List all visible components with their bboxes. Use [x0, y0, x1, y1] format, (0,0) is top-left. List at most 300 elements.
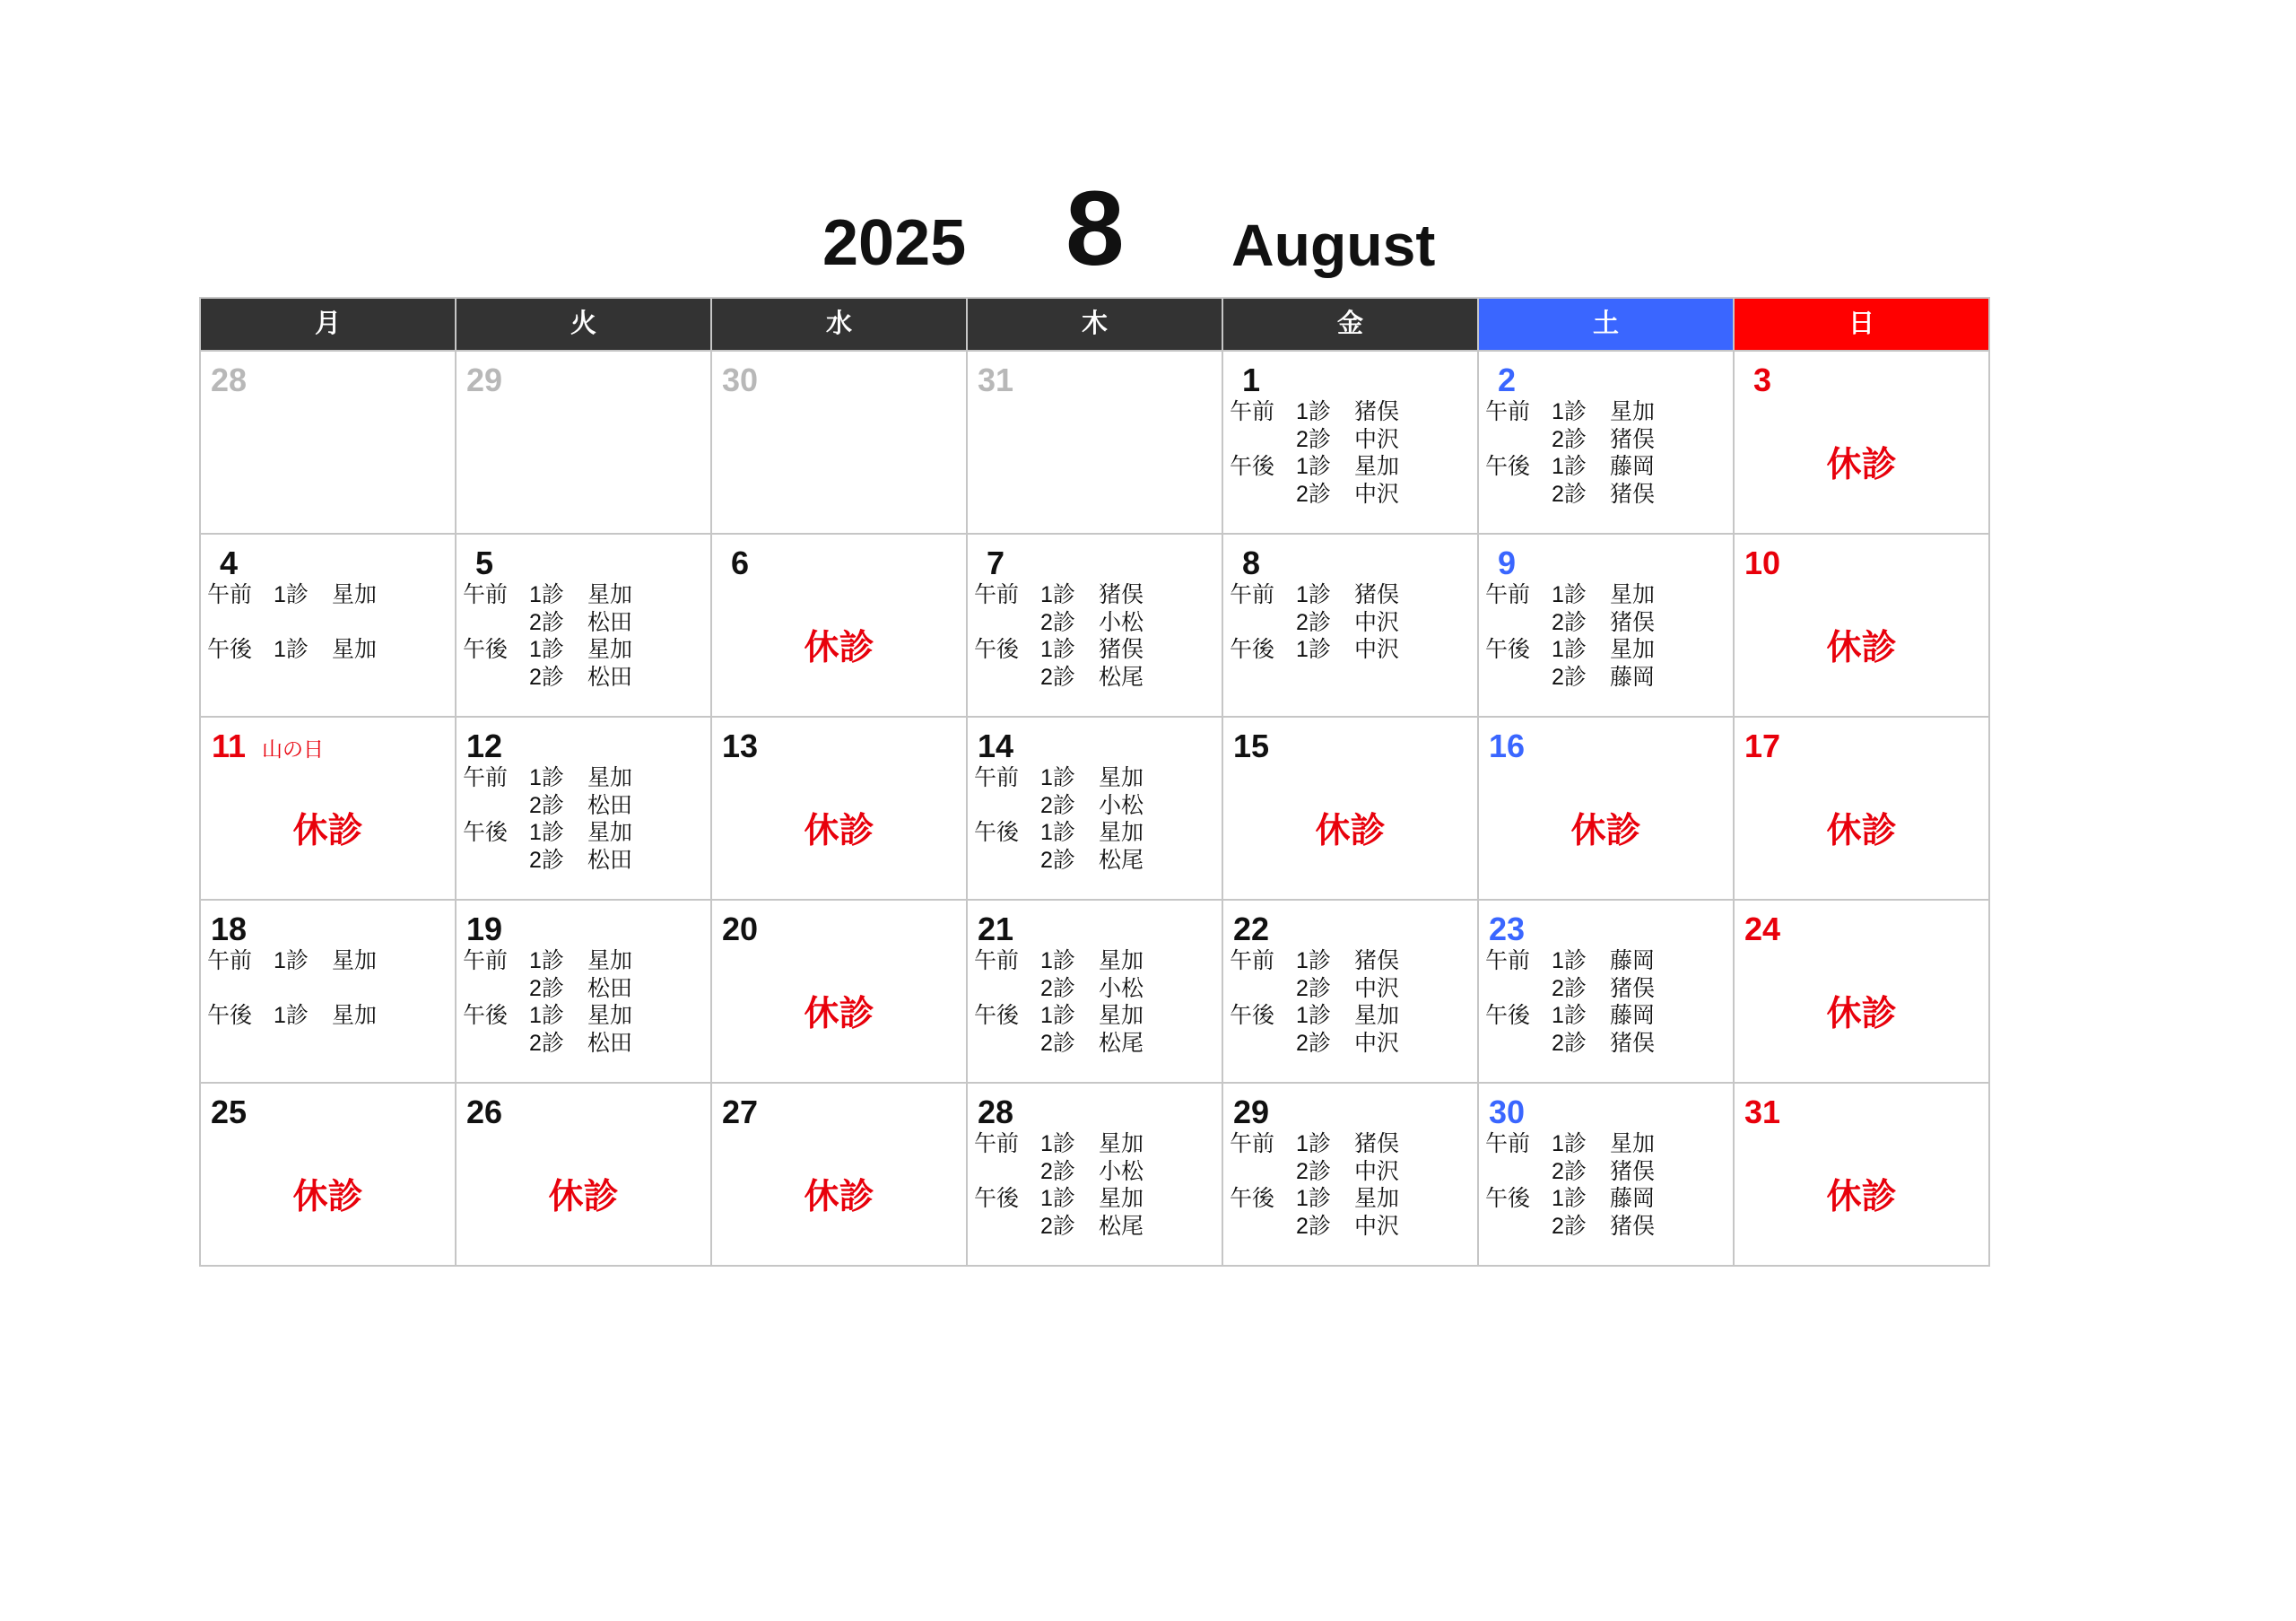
afternoon-schedule [463, 819, 710, 874]
room-label: 2診 [1552, 1213, 1587, 1239]
schedule-line [463, 1030, 710, 1058]
doctor-name: 小松 [1099, 1158, 1144, 1184]
afternoon-schedule [463, 1002, 710, 1057]
doctor-name: 星加 [1354, 1186, 1400, 1211]
doctor-name: 中沢 [1354, 1158, 1400, 1184]
afternoon-schedule [1230, 1185, 1477, 1240]
room-label: 2診 [1552, 664, 1587, 690]
period-label: 午後 [207, 637, 253, 662]
doctor-name: 藤岡 [1610, 1003, 1656, 1028]
schedule [1230, 398, 1477, 508]
schedule [974, 1130, 1222, 1240]
schedule-line [1485, 664, 1733, 692]
day-cell [712, 901, 968, 1084]
room-label: 1診 [1296, 399, 1331, 424]
schedule-line [1485, 1002, 1733, 1030]
schedule [207, 581, 455, 664]
schedule-line [1230, 609, 1477, 637]
day-cell [457, 535, 712, 718]
doctor-name: 松田 [587, 1030, 633, 1056]
weekday-header-thu: 木 [968, 299, 1223, 352]
afternoon-schedule [1485, 1185, 1733, 1240]
schedule-line [1230, 636, 1477, 664]
day-number: 27 [721, 1094, 759, 1130]
day-number: 17 [1744, 728, 1781, 764]
period-label: 午前 [1230, 948, 1275, 973]
schedule [207, 947, 455, 1030]
room-label: 1診 [1552, 454, 1587, 479]
schedule-line [463, 581, 710, 609]
room-label: 2診 [1552, 426, 1587, 452]
day-cell [1479, 901, 1735, 1084]
room-label: 2診 [1040, 664, 1075, 690]
room-label: 1診 [274, 582, 309, 607]
schedule-line [1485, 581, 1733, 609]
doctor-name: 中沢 [1354, 609, 1400, 635]
schedule [1230, 947, 1477, 1057]
schedule-line [1485, 609, 1733, 637]
period-label: 午後 [463, 1003, 509, 1028]
room-label: 1診 [1296, 1186, 1331, 1211]
doctor-name: 星加 [587, 820, 633, 845]
morning-schedule [1230, 1130, 1477, 1185]
closed-label: 休診 [548, 1178, 619, 1216]
day-number: 14 [977, 728, 1014, 764]
doctor-name: 松田 [587, 847, 633, 873]
closed-label: 休診 [804, 1178, 874, 1216]
doctor-name: 猪俣 [1610, 609, 1656, 635]
period-label: 午前 [974, 1131, 1020, 1156]
period-label: 午前 [1230, 1131, 1275, 1156]
schedule-line [1230, 947, 1477, 975]
weekday-header-sun: 日 [1735, 299, 1990, 352]
schedule-line [974, 664, 1222, 692]
schedule-line [1485, 1185, 1733, 1213]
schedule-line [1230, 426, 1477, 454]
period-label: 午後 [1485, 637, 1531, 662]
day-cell [968, 352, 1223, 535]
day-cell [201, 718, 457, 901]
period-label: 午後 [1485, 1186, 1531, 1211]
day-number: 16 [1488, 728, 1526, 764]
morning-schedule [1230, 398, 1477, 453]
day-number: 9 [1497, 545, 1517, 581]
day-cell [712, 1084, 968, 1267]
day-number: 28 [977, 1094, 1014, 1130]
morning-schedule [463, 764, 710, 819]
day-cell [201, 352, 457, 535]
day-number: 26 [465, 1094, 503, 1130]
doctor-name: 藤岡 [1610, 454, 1656, 479]
schedule-line [1485, 481, 1733, 509]
period-label: 午後 [207, 1003, 253, 1028]
day-cell [1735, 901, 1990, 1084]
room-label: 1診 [1040, 1186, 1075, 1211]
weekday-header-sat: 土 [1479, 299, 1735, 352]
schedule-line [1485, 398, 1733, 426]
weekday-header-fri: 金 [1223, 299, 1479, 352]
morning-schedule [207, 947, 455, 1002]
room-label: 1診 [1296, 637, 1331, 662]
room-label: 2診 [529, 847, 564, 873]
schedule-line [974, 947, 1222, 975]
room-label: 1診 [1552, 582, 1587, 607]
schedule [1485, 947, 1733, 1057]
day-cell [1223, 352, 1479, 535]
period-label: 午前 [463, 582, 509, 607]
schedule [1485, 581, 1733, 691]
schedule-line [1485, 1030, 1733, 1058]
doctor-name: 星加 [587, 948, 633, 973]
doctor-name: 松尾 [1099, 1213, 1144, 1239]
doctor-name: 星加 [587, 582, 633, 607]
weekday-header-tue: 火 [457, 299, 712, 352]
schedule-line [1485, 1158, 1733, 1186]
day-number: 20 [721, 911, 759, 947]
doctor-name: 星加 [1099, 765, 1144, 790]
room-label: 1診 [529, 765, 564, 790]
schedule-line [974, 1030, 1222, 1058]
doctor-name: 中沢 [1354, 637, 1400, 662]
room-label: 1診 [1552, 637, 1587, 662]
schedule-line [463, 947, 710, 975]
room-label: 1診 [1296, 1003, 1331, 1028]
room-label: 1診 [1040, 1003, 1075, 1028]
room-label: 2診 [1552, 1030, 1587, 1056]
day-cell [968, 718, 1223, 901]
closed-label: 休診 [292, 812, 363, 850]
doctor-name: 星加 [1099, 1003, 1144, 1028]
morning-schedule [1230, 947, 1477, 1002]
day-number: 12 [465, 728, 503, 764]
room-label: 2診 [1040, 792, 1075, 818]
schedule-line [1485, 426, 1733, 454]
day-cell [1223, 1084, 1479, 1267]
period-label: 午後 [974, 1003, 1020, 1028]
calendar-grid [199, 297, 1990, 1267]
schedule-line [207, 1002, 455, 1030]
period-label: 午後 [974, 1186, 1020, 1211]
room-label: 1診 [274, 637, 309, 662]
room-label: 1診 [1296, 582, 1331, 607]
doctor-name: 小松 [1099, 792, 1144, 818]
morning-schedule [207, 581, 455, 636]
day-number: 2 [1497, 362, 1517, 398]
schedule [463, 764, 710, 874]
day-number: 11 [211, 728, 247, 764]
room-label: 2診 [1552, 1158, 1587, 1184]
doctor-name: 星加 [1099, 1131, 1144, 1156]
day-number: 28 [210, 362, 248, 398]
schedule-line [1230, 398, 1477, 426]
doctor-name: 猪俣 [1099, 582, 1144, 607]
closed-label: 休診 [804, 629, 874, 667]
schedule-line [974, 1185, 1222, 1213]
doctor-name: 星加 [1354, 454, 1400, 479]
room-label: 2診 [1296, 1030, 1331, 1056]
day-cell [1479, 352, 1735, 535]
schedule-line [1230, 453, 1477, 481]
schedule [463, 947, 710, 1057]
closed-label: 休診 [1826, 812, 1897, 850]
schedule-line [463, 609, 710, 637]
day-cell [712, 535, 968, 718]
doctor-name: 星加 [332, 948, 378, 973]
doctor-name: 松田 [587, 664, 633, 690]
room-label: 1診 [1552, 1186, 1587, 1211]
room-label: 2診 [1552, 481, 1587, 507]
room-label: 2診 [1552, 609, 1587, 635]
day-cell [968, 535, 1223, 718]
room-label: 1診 [529, 948, 564, 973]
schedule-line [1230, 975, 1477, 1003]
room-label: 1診 [1296, 1131, 1331, 1156]
schedule-line [463, 819, 710, 847]
day-number: 3 [1752, 362, 1772, 398]
schedule-line [1485, 1130, 1733, 1158]
day-number: 22 [1232, 911, 1270, 947]
room-label: 1診 [1040, 765, 1075, 790]
room-label: 1診 [1296, 454, 1331, 479]
schedule-line [207, 581, 455, 609]
afternoon-schedule [974, 1185, 1222, 1240]
schedule-line [1485, 975, 1733, 1003]
day-number: 31 [1744, 1094, 1781, 1130]
period-label: 午後 [463, 637, 509, 662]
room-label: 2診 [529, 1030, 564, 1056]
schedule-line [1230, 1158, 1477, 1186]
room-label: 1診 [529, 1003, 564, 1028]
period-label: 午前 [974, 582, 1020, 607]
day-number: 21 [977, 911, 1014, 947]
day-number: 23 [1488, 911, 1526, 947]
day-number: 8 [1241, 545, 1261, 581]
schedule-line [974, 636, 1222, 664]
doctor-name: 松尾 [1099, 847, 1144, 873]
doctor-name: 星加 [1354, 1003, 1400, 1028]
day-number: 6 [730, 545, 750, 581]
doctor-name: 星加 [1610, 637, 1656, 662]
doctor-name: 猪俣 [1354, 948, 1400, 973]
afternoon-schedule [1230, 453, 1477, 508]
doctor-name: 星加 [332, 1003, 378, 1028]
schedule-line [974, 819, 1222, 847]
day-number: 24 [1744, 911, 1781, 947]
doctor-name: 星加 [332, 637, 378, 662]
day-cell [457, 352, 712, 535]
schedule-line [974, 975, 1222, 1003]
room-label: 1診 [1040, 637, 1075, 662]
morning-schedule [974, 947, 1222, 1002]
closed-label: 休診 [1826, 1178, 1897, 1216]
schedule-line [1230, 1030, 1477, 1058]
doctor-name: 星加 [1099, 820, 1144, 845]
room-label: 2診 [1040, 847, 1075, 873]
schedule-line [974, 1158, 1222, 1186]
room-label: 1診 [529, 582, 564, 607]
schedule-line [974, 1213, 1222, 1241]
day-cell [968, 901, 1223, 1084]
day-number: 19 [465, 911, 503, 947]
schedule-line [974, 764, 1222, 792]
schedule-line [1485, 947, 1733, 975]
schedule-line [1230, 1130, 1477, 1158]
schedule [463, 581, 710, 691]
doctor-name: 小松 [1099, 975, 1144, 1001]
doctor-name: 星加 [587, 765, 633, 790]
afternoon-schedule [1230, 1002, 1477, 1057]
room-label: 2診 [529, 609, 564, 635]
afternoon-schedule [974, 636, 1222, 691]
doctor-name: 藤岡 [1610, 948, 1656, 973]
period-label: 午前 [207, 582, 253, 607]
schedule-line [1230, 481, 1477, 509]
weekday-header-mon: 月 [201, 299, 457, 352]
schedule-line [1230, 1002, 1477, 1030]
schedule-line [1230, 1213, 1477, 1241]
schedule-line [463, 792, 710, 820]
doctor-name: 猪俣 [1354, 399, 1400, 424]
schedule-line [1485, 453, 1733, 481]
room-label: 2診 [1296, 1213, 1331, 1239]
weekday-header-wed: 水 [712, 299, 968, 352]
closed-label: 休診 [1826, 995, 1897, 1033]
room-label: 1診 [529, 637, 564, 662]
doctor-name: 中沢 [1354, 1213, 1400, 1239]
day-number: 31 [977, 362, 1014, 398]
day-number: 29 [465, 362, 503, 398]
room-label: 2診 [529, 975, 564, 1001]
day-cell [1735, 535, 1990, 718]
doctor-name: 星加 [1610, 1131, 1656, 1156]
period-label: 午後 [463, 820, 509, 845]
doctor-name: 藤岡 [1610, 664, 1656, 690]
schedule-line [974, 847, 1222, 875]
morning-schedule [1485, 581, 1733, 636]
schedule-line [463, 1002, 710, 1030]
doctor-name: 猪俣 [1610, 1030, 1656, 1056]
room-label: 1診 [274, 948, 309, 973]
room-label: 1診 [1552, 399, 1587, 424]
schedule-line [974, 581, 1222, 609]
closed-label: 休診 [1315, 812, 1386, 850]
room-label: 2診 [1552, 975, 1587, 1001]
schedule [1230, 581, 1477, 664]
period-label: 午後 [1230, 1003, 1275, 1028]
day-cell [457, 718, 712, 901]
period-label: 午後 [1485, 454, 1531, 479]
doctor-name: 松田 [587, 792, 633, 818]
title-year: 2025 [822, 207, 967, 279]
holiday-name: 山の日 [262, 737, 324, 761]
room-label: 1診 [1040, 1131, 1075, 1156]
schedule-line [974, 1002, 1222, 1030]
doctor-name: 中沢 [1354, 1030, 1400, 1056]
doctor-name: 猪俣 [1610, 1213, 1656, 1239]
day-cell [201, 535, 457, 718]
afternoon-schedule [974, 819, 1222, 874]
day-cell [457, 901, 712, 1084]
doctor-name: 星加 [1099, 1186, 1144, 1211]
afternoon-schedule [207, 1002, 455, 1030]
schedule [974, 764, 1222, 874]
doctor-name: 松田 [587, 975, 633, 1001]
day-cell [1479, 1084, 1735, 1267]
morning-schedule [974, 581, 1222, 636]
afternoon-schedule [463, 636, 710, 691]
room-label: 1診 [1552, 1131, 1587, 1156]
day-number: 18 [210, 911, 248, 947]
day-number: 7 [986, 545, 1005, 581]
doctor-name: 小松 [1099, 609, 1144, 635]
doctor-name: 猪俣 [1610, 975, 1656, 1001]
doctor-name: 松尾 [1099, 1030, 1144, 1056]
day-number: 15 [1232, 728, 1270, 764]
day-number: 29 [1232, 1094, 1270, 1130]
schedule-line [207, 947, 455, 975]
day-cell [1479, 535, 1735, 718]
day-number: 25 [210, 1094, 248, 1130]
doctor-name: 猪俣 [1354, 1131, 1400, 1156]
period-label: 午後 [1230, 1186, 1275, 1211]
period-label: 午前 [463, 948, 509, 973]
period-label: 午後 [1230, 637, 1275, 662]
day-number: 30 [721, 362, 759, 398]
room-label: 1診 [274, 1003, 309, 1028]
afternoon-schedule [1485, 636, 1733, 691]
morning-schedule [1485, 947, 1733, 1002]
schedule-line [463, 764, 710, 792]
room-label: 2診 [529, 664, 564, 690]
schedule [1485, 1130, 1733, 1240]
afternoon-schedule [974, 1002, 1222, 1057]
period-label: 午前 [1485, 948, 1531, 973]
room-label: 2診 [1296, 426, 1331, 452]
day-cell [712, 352, 968, 535]
schedule-line [463, 847, 710, 875]
period-label: 午前 [1485, 582, 1531, 607]
schedule-line [463, 975, 710, 1003]
period-label: 午後 [974, 637, 1020, 662]
closed-label: 休診 [1826, 446, 1897, 484]
period-label: 午前 [207, 948, 253, 973]
doctor-name: 星加 [1610, 399, 1656, 424]
day-cell [201, 901, 457, 1084]
day-cell [1479, 718, 1735, 901]
day-number: 5 [474, 545, 494, 581]
room-label: 1診 [1552, 1003, 1587, 1028]
schedule-line [1485, 636, 1733, 664]
period-label: 午前 [974, 765, 1020, 790]
room-label: 2診 [529, 792, 564, 818]
day-cell [712, 718, 968, 901]
schedule-line [207, 636, 455, 664]
period-label: 午後 [1230, 454, 1275, 479]
room-label: 2診 [1296, 975, 1331, 1001]
period-label: 午前 [1485, 399, 1531, 424]
morning-schedule [463, 581, 710, 636]
period-label: 午前 [463, 765, 509, 790]
doctor-name: 猪俣 [1354, 582, 1400, 607]
schedule-line [974, 609, 1222, 637]
day-number: 30 [1488, 1094, 1526, 1130]
room-label: 2診 [1040, 609, 1075, 635]
day-cell [1735, 718, 1990, 901]
room-label: 2診 [1040, 1030, 1075, 1056]
room-label: 1診 [529, 820, 564, 845]
day-number: 4 [219, 545, 239, 581]
title-month-number: 8 [1065, 170, 1125, 288]
